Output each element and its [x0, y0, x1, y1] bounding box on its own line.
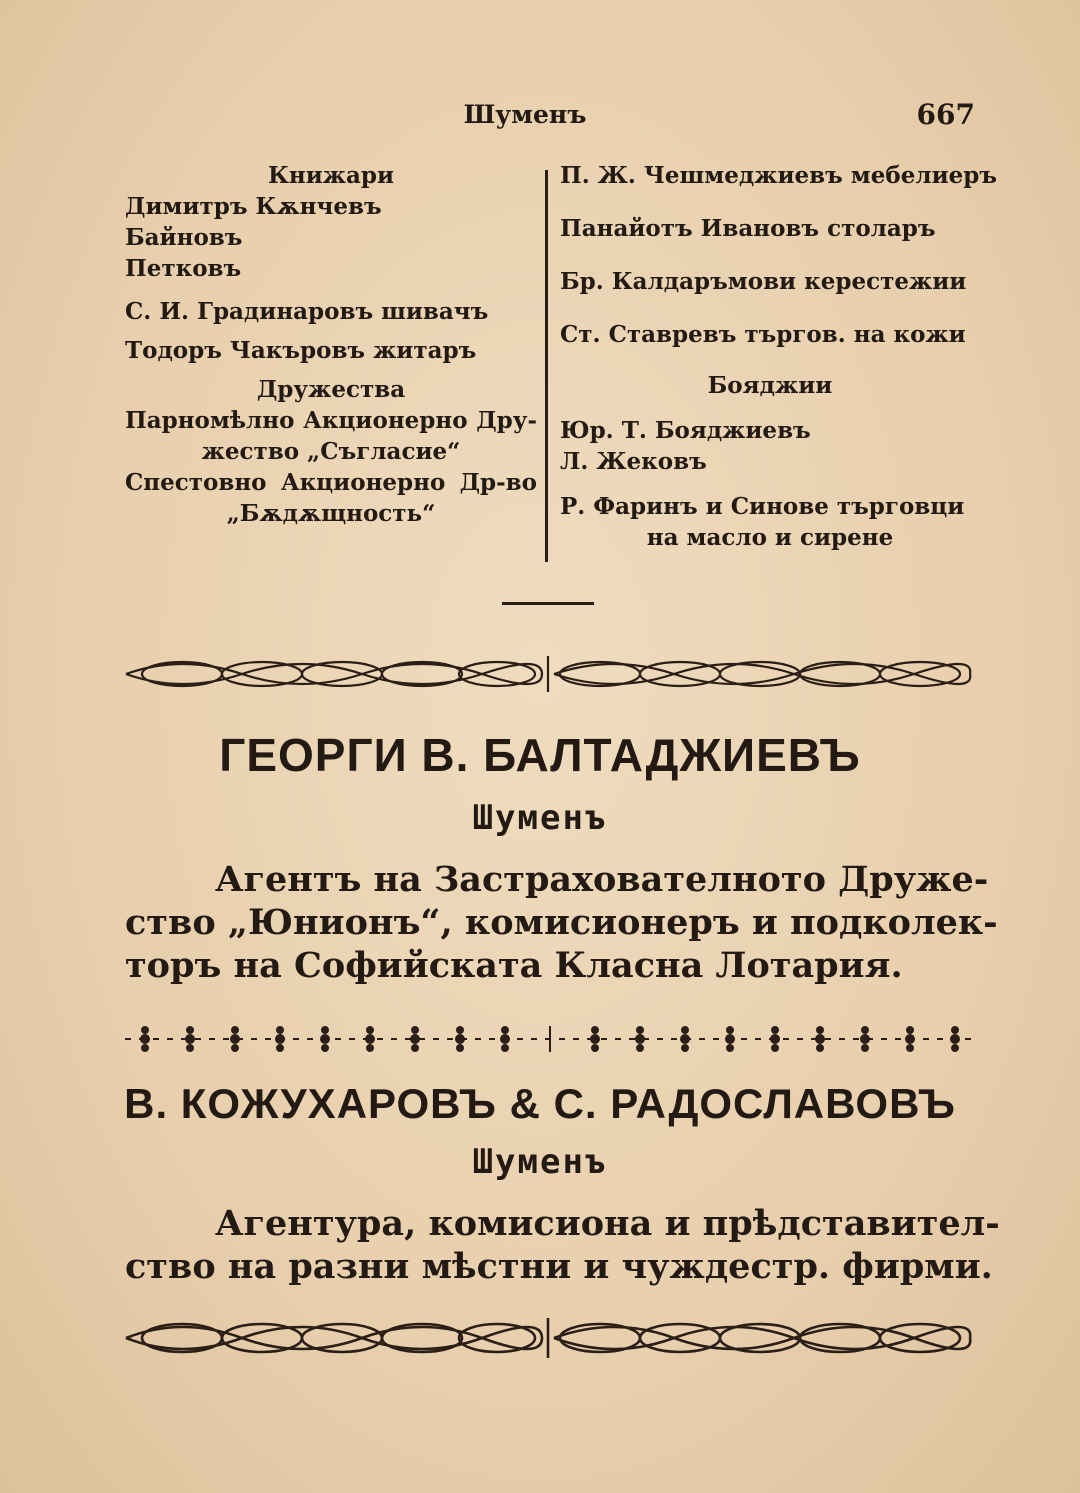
section-heading-societies: Дружества	[256, 376, 406, 403]
section-rule	[502, 602, 594, 605]
ad-text-line: Агентъ на Застрахователното Друже-	[215, 859, 989, 900]
list-item: Байновъ	[125, 224, 243, 251]
list-item-continuation: жество „Съгласие“	[201, 438, 461, 465]
dotted-floral-divider-icon	[125, 1024, 975, 1054]
right-column	[560, 160, 997, 553]
column-divider	[545, 170, 548, 562]
section-heading-booksellers: Книжари	[267, 162, 395, 189]
advertiser-city: Шуменъ	[472, 1142, 608, 1182]
advertiser-name: В. КОЖУХАРОВЪ & С. РАДОСЛАВОВЪ	[124, 1080, 956, 1127]
list-item-continuation: „Бѫдѫщность“	[226, 500, 436, 527]
list-item: Спестовно Акционерно Др-во	[125, 469, 537, 496]
ad-text-line: ство „Юнионъ“, комисионеръ и подколек-	[125, 902, 998, 943]
left-column	[125, 160, 537, 529]
wreath-ornament-icon	[122, 652, 974, 696]
list-item: Парномѣлно Акционерно Дру-	[125, 407, 537, 434]
running-title: Шуменъ	[463, 100, 587, 129]
list-item: Л. Жековъ	[560, 448, 707, 475]
list-item: Ст. Ставревъ търгов. на кожи	[560, 321, 966, 348]
list-item: Димитръ Кѫнчевъ	[125, 193, 382, 220]
list-item: С. И. Градинаровъ шивачъ	[125, 298, 489, 325]
list-item-continuation: на масло и сирене	[646, 524, 894, 551]
advertiser-name: ГЕОРГИ В. БАЛТАДЖИЕВЪ	[219, 729, 861, 781]
ad-text-line: торъ на Софийската Класна Лотария.	[125, 945, 903, 986]
list-item: Панайотъ Ивановъ столаръ	[560, 215, 936, 242]
list-item: П. Ж. Чешмеджиевъ мебелиеръ	[560, 162, 997, 189]
advertisement-body	[125, 858, 998, 987]
list-item: Юр. Т. Бояджиевъ	[560, 417, 811, 444]
list-item: Р. Фаринъ и Синове търговци	[560, 493, 965, 520]
advertisement-body	[125, 1202, 1000, 1288]
list-item: Петковъ	[125, 255, 242, 282]
ad-text-line: ство на разни мѣстни и чуждестр. фирми.	[125, 1246, 993, 1287]
page-number: 667	[916, 98, 975, 131]
ad-text-line: Агентура, комисиона и прѣдставител-	[215, 1203, 1000, 1244]
advertiser-city: Шуменъ	[472, 798, 608, 838]
section-heading-dyers: Бояджии	[707, 372, 833, 399]
list-item: Бр. Калдаръмови керестежии	[560, 268, 967, 295]
wreath-ornament-icon	[122, 1314, 974, 1362]
list-item: Тодоръ Чакъровъ житаръ	[125, 337, 477, 364]
